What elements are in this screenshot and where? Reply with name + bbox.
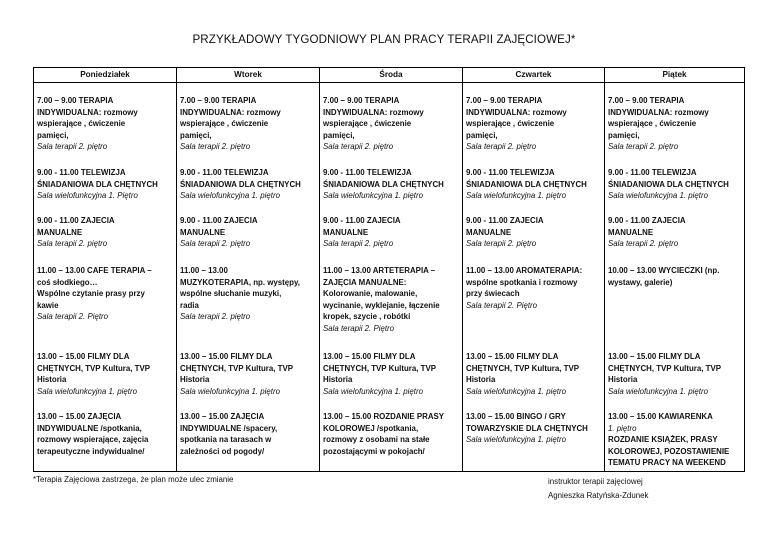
schedule-entry bbox=[37, 95, 174, 153]
entry-location: Sala terapii 2. piętro bbox=[323, 239, 394, 249]
entry-location: Sala terapii 2. Piętro bbox=[466, 300, 538, 310]
schedule-entry bbox=[323, 95, 460, 153]
schedule-entry bbox=[608, 351, 742, 397]
entry-extra-text: ROZDANIE KSIĄŻEK, PRASY KOLOROWEJ, POZOSTAWIENIE TEMATU PRACY NA WEEKEND bbox=[608, 435, 730, 468]
schedule-entry bbox=[180, 411, 317, 457]
entry-location: Sala wielofunkcyjna 1. piętro bbox=[180, 191, 281, 201]
schedule-entry bbox=[323, 167, 460, 202]
entry-location: Sala terapii 2. piętro bbox=[180, 312, 251, 322]
entry-text: 9.00 - 11.00 TELEWIZJA ŚNIADANIOWA DLA CHĘTNYCH bbox=[180, 168, 301, 189]
schedule-entry bbox=[608, 95, 742, 153]
entry-text: 13.00 – 15.00 FILMY DLA CHĘTNYCH, TVP Kultura, TVP Historia bbox=[180, 352, 293, 385]
entry-text: 13.00 – 15.00 FILMY DLA CHĘTNYCH, TVP Kultura, TVP Historia bbox=[608, 352, 721, 385]
entry-text: 13.00 – 15.00 ROZDANIE PRASY KOLOROWEJ /spotkania, rozmowy z osobami na stałe pozostającymi w pokojach/ bbox=[323, 412, 445, 456]
footnote: *Terapia Zajęciowa zastrzega, że plan może ulec zmianie bbox=[33, 475, 234, 484]
entry-text: 10.00 – 13.00 WYCIECZKI (np. wystawy, galerie) bbox=[608, 266, 720, 287]
entry-location: Sala wielofunkcyjna 1. piętro bbox=[608, 191, 709, 201]
schedule-entry bbox=[180, 215, 317, 250]
entry-text: 9.00 - 11.00 ZAJECIA MANUALNE bbox=[323, 216, 401, 237]
entry-text: 7.00 – 9.00 TERAPIA INDYWIDUALNA: rozmowy wspierające , ćwiczenie pamięci, bbox=[180, 96, 281, 140]
schedule-entry bbox=[323, 411, 460, 457]
schedule-entry bbox=[608, 411, 742, 469]
entry-location: Sala terapii 2. piętro bbox=[37, 239, 108, 249]
entry-location: Sala terapii 2. Piętro bbox=[37, 312, 109, 322]
day-header: Wtorek bbox=[177, 68, 319, 83]
entry-text: 13.00 – 15.00 BINGO / GRY TOWARZYSKIE DLA CHĘTNYCH bbox=[466, 412, 588, 433]
entry-text: 11.00 – 13.00 MUZYKOTERAPIA, np. występy, wspólne słuchanie muzyki, radia bbox=[180, 266, 300, 310]
entry-location: 1. piętro bbox=[608, 423, 637, 433]
schedule-entry bbox=[466, 215, 602, 250]
schedule-entry bbox=[466, 167, 602, 202]
entry-text: 11.00 – 13.00 ARTETERAPIA – ZAJĘCIA MANUALNE: Kolorowanie, malowanie, wycinanie, wyklejanie, łączenie kropek, szycie , robótki bbox=[323, 266, 440, 322]
schedule-entry bbox=[466, 265, 602, 311]
schedule-entry bbox=[608, 215, 742, 250]
entry-text: 7.00 – 9.00 TERAPIA INDYWIDUALNA: rozmowy wspierające , ćwiczenie pamięci, bbox=[323, 96, 424, 140]
entry-text: 13.00 – 15.00 FILMY DLA CHĘTNYCH, TVP Kultura, TVP Historia bbox=[37, 352, 150, 385]
schedule-entry bbox=[180, 351, 317, 397]
signature-role: instruktor terapii zajęciowej bbox=[548, 477, 643, 486]
entry-text: 13.00 – 15.00 ZAJĘCIA INDYWIDUALNE /spacery, spotkania na tarasach w zależności od pogody/ bbox=[180, 412, 278, 456]
schedule-entry bbox=[608, 265, 742, 288]
entry-text: 11.00 – 13.00 AROMATERAPIA: wspólne spotkania i rozmowy przy świecach bbox=[466, 266, 583, 299]
day-header: Poniedziałek bbox=[34, 68, 176, 83]
schedule-entry bbox=[37, 411, 174, 457]
entry-location: Sala terapii 2. piętro bbox=[608, 142, 679, 152]
entry-location: Sala wielofunkcyjna 1. piętro bbox=[466, 386, 567, 396]
schedule-entry bbox=[37, 167, 174, 202]
entry-location: Sala wielofunkcyjna 1. piętro bbox=[323, 386, 424, 396]
entry-location: Sala wielofunkcyjna 1. Piętro bbox=[37, 191, 138, 201]
entry-location: Sala terapii 2. piętro bbox=[180, 239, 251, 249]
entry-text: 9.00 - 11.00 ZAJECIA MANUALNE bbox=[466, 216, 544, 237]
entry-location: Sala terapii 2. piętro bbox=[608, 239, 679, 249]
schedule-entry bbox=[466, 95, 602, 153]
entry-text: 9.00 - 11.00 ZAJECIA MANUALNE bbox=[37, 216, 115, 237]
schedule-entry bbox=[466, 411, 602, 446]
weekly-plan-table bbox=[33, 67, 745, 472]
entry-location: Sala wielofunkcyjna 1. piętro bbox=[180, 386, 281, 396]
schedule-entry bbox=[37, 265, 174, 323]
entry-text: 11.00 – 13.00 CAFE TERAPIA – coś słodkiego… Wspólne czytanie prasy przy kawie bbox=[37, 266, 152, 310]
day-column-thursday bbox=[462, 68, 604, 471]
entry-text: 7.00 – 9.00 TERAPIA INDYWIDUALNA: rozmowy wspierające , ćwiczenie pamięci, bbox=[466, 96, 567, 140]
schedule-entry bbox=[323, 351, 460, 397]
entry-location: Sala wielofunkcyjna 1. piętro bbox=[323, 191, 424, 201]
day-column-tuesday bbox=[176, 68, 319, 471]
day-header: Czwartek bbox=[463, 68, 604, 83]
day-column-monday bbox=[34, 68, 176, 471]
entry-location: Sala terapii 2. piętro bbox=[37, 142, 108, 152]
entry-location: Sala wielofunkcyjna 1. piętro bbox=[466, 435, 567, 445]
schedule-entry bbox=[37, 215, 174, 250]
schedule-entry bbox=[323, 265, 460, 335]
entry-location: Sala terapii 2. Piętro bbox=[323, 323, 395, 333]
entry-location: Sala wielofunkcyjna 1. piętro bbox=[466, 191, 567, 201]
schedule-entry bbox=[608, 167, 742, 202]
entry-location: Sala terapii 2. piętro bbox=[180, 142, 251, 152]
entry-location: Sala terapii 2. piętro bbox=[323, 142, 394, 152]
schedule-entry bbox=[323, 215, 460, 250]
entry-text: 9.00 - 11.00 TELEWIZJA ŚNIADANIOWA DLA CHĘTNYCH bbox=[37, 168, 158, 189]
schedule-entry bbox=[466, 351, 602, 397]
day-header: Piątek bbox=[605, 68, 744, 83]
entry-text: 13.00 – 15.00 ZAJĘCIA INDYWIDUALNE /spotkania, rozmowy wspierające, zajęcia terapeutyczne indywidualne/ bbox=[37, 412, 149, 456]
signature-name: Agnieszka Ratyńska-Zdunek bbox=[548, 490, 649, 500]
entry-location: Sala wielofunkcyjna 1. piętro bbox=[37, 386, 138, 396]
day-header: Środa bbox=[320, 68, 462, 83]
entry-location: Sala wielofunkcyjna 1. piętro bbox=[608, 386, 709, 396]
entry-text: 13.00 – 15.00 FILMY DLA CHĘTNYCH, TVP Kultura, TVP Historia bbox=[466, 352, 579, 385]
schedule-entry bbox=[180, 265, 317, 323]
entry-text: 13.00 – 15.00 FILMY DLA CHĘTNYCH, TVP Kultura, TVP Historia bbox=[323, 352, 436, 385]
schedule-entry bbox=[180, 167, 317, 202]
entry-location: Sala terapii 2. piętro bbox=[466, 239, 537, 249]
entry-text: 13.00 – 15.00 KAWIARENKA bbox=[608, 412, 713, 421]
schedule-entry bbox=[180, 95, 317, 153]
page-title: PRZYKŁADOWY TYGODNIOWY PLAN PRACY TERAPII ZAJĘCIOWEJ* bbox=[192, 33, 576, 46]
entry-text: 7.00 – 9.00 TERAPIA INDYWIDUALNA: rozmowy wspierające , ćwiczenie pamięci, bbox=[37, 96, 138, 140]
entry-text: 9.00 - 11.00 ZAJECIA MANUALNE bbox=[608, 216, 686, 237]
schedule-entry bbox=[37, 351, 174, 397]
day-column-wednesday bbox=[319, 68, 462, 471]
entry-text: 7.00 – 9.00 TERAPIA INDYWIDUALNA: rozmowy wspierające , ćwiczenie pamięci, bbox=[608, 96, 709, 140]
entry-text: 9.00 - 11.00 TELEWIZJA ŚNIADANIOWA DLA CHĘTNYCH bbox=[466, 168, 587, 189]
entry-location: Sala terapii 2. piętro bbox=[466, 142, 537, 152]
entry-text: 9.00 - 11.00 TELEWIZJA ŚNIADANIOWA DLA CHĘTNYCH bbox=[608, 168, 729, 189]
entry-text: 9.00 - 11.00 ZAJECIA MANUALNE bbox=[180, 216, 258, 237]
entry-text: 9.00 - 11.00 TELEWIZJA ŚNIADANIOWA DLA CHĘTNYCH bbox=[323, 168, 444, 189]
day-column-friday bbox=[604, 68, 744, 471]
signature-block bbox=[548, 475, 648, 502]
